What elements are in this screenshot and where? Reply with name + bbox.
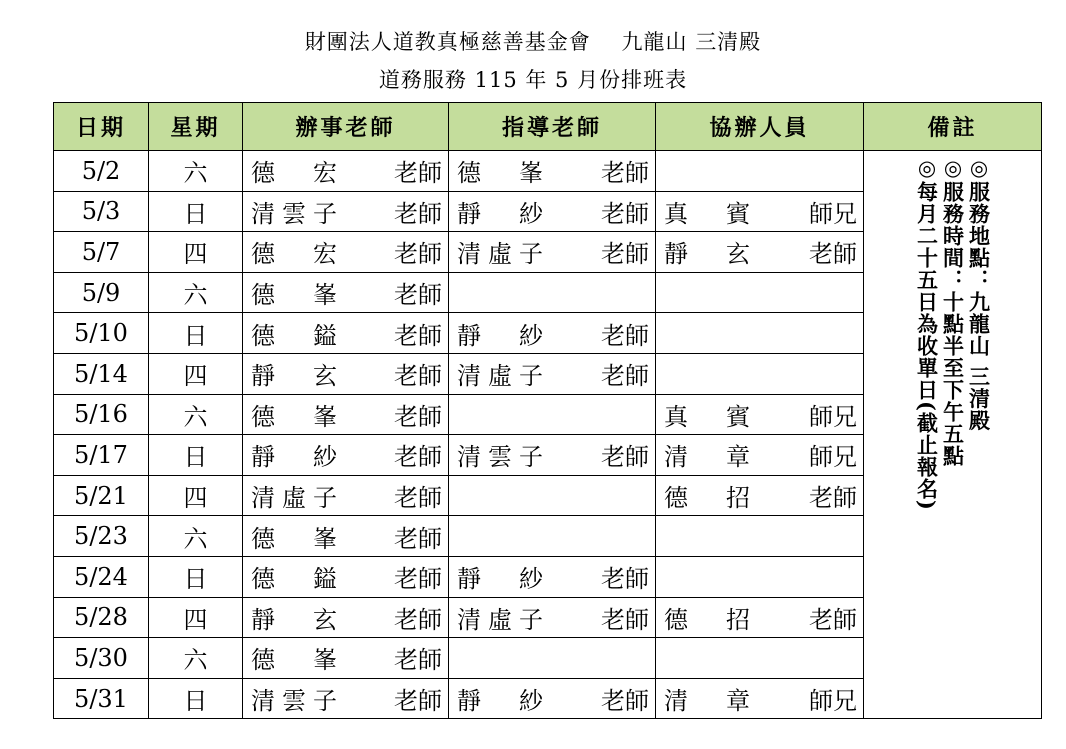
- guide-cell: [449, 638, 656, 679]
- table-body: [54, 151, 1042, 719]
- name-char: 子: [519, 443, 543, 472]
- person-name: [251, 640, 337, 675]
- name-char: 招: [726, 605, 750, 634]
- person-title: 老師: [601, 362, 649, 391]
- weekday-cell: 四: [149, 232, 243, 273]
- name-char: 紗: [313, 443, 337, 472]
- name-char: 清: [457, 240, 481, 269]
- person-title: 老師: [394, 484, 442, 513]
- person-title: 老師: [394, 646, 442, 675]
- name-char: 招: [726, 484, 750, 513]
- name-char: 德: [251, 159, 275, 188]
- weekday-cell: 四: [149, 353, 243, 394]
- schedule-table: [53, 102, 1042, 719]
- person-title: 老師: [809, 240, 857, 269]
- person-name: [457, 356, 543, 391]
- assist-cell: [656, 151, 864, 192]
- note-line: ◎服務地點：九龍山 三清殿: [966, 155, 992, 432]
- table-row: [54, 151, 1042, 192]
- weekday-cell: 六: [149, 638, 243, 679]
- weekday-cell: 日: [149, 191, 243, 232]
- name-char: 清: [251, 687, 275, 716]
- weekday-cell: 日: [149, 313, 243, 354]
- guide-cell: [449, 475, 656, 516]
- assist-cell: [656, 232, 864, 273]
- name-char: 清: [457, 362, 481, 391]
- name-char: 德: [251, 646, 275, 675]
- person-name: [251, 478, 337, 513]
- person-title: 老師: [394, 240, 442, 269]
- name-char: 靜: [251, 443, 275, 472]
- assist-cell: [656, 516, 864, 557]
- person-name: [251, 194, 337, 229]
- date-cell: 5/21: [54, 475, 149, 516]
- weekday-cell: 日: [149, 678, 243, 719]
- host-cell: [243, 151, 449, 192]
- weekday-cell: 六: [149, 394, 243, 435]
- name-char: 紗: [519, 565, 543, 594]
- name-char: 德: [251, 321, 275, 350]
- person-title: 老師: [394, 443, 442, 472]
- date-cell: 5/16: [54, 394, 149, 435]
- name-char: 清: [251, 484, 275, 513]
- name-char: 峯: [313, 646, 337, 675]
- assist-cell: [656, 678, 864, 719]
- person-name: [457, 681, 543, 716]
- assist-cell: [656, 475, 864, 516]
- person-name: [664, 478, 750, 513]
- person-title: 老師: [601, 159, 649, 188]
- name-char: 章: [726, 443, 750, 472]
- name-char: 紗: [519, 687, 543, 716]
- guide-cell: [449, 678, 656, 719]
- host-cell: [243, 435, 449, 476]
- person-title: 老師: [601, 687, 649, 716]
- weekday-cell: 六: [149, 516, 243, 557]
- col-header-guide: 指導老師: [449, 103, 656, 151]
- name-char: 子: [313, 484, 337, 513]
- host-cell: [243, 638, 449, 679]
- assist-cell: [656, 313, 864, 354]
- notes-cell: [864, 151, 1042, 719]
- date-cell: 5/28: [54, 597, 149, 638]
- name-char: 清: [251, 199, 275, 228]
- host-cell: [243, 232, 449, 273]
- name-char: 靜: [251, 362, 275, 391]
- person-name: [251, 559, 337, 594]
- name-char: 峯: [519, 159, 543, 188]
- name-char: 靜: [457, 565, 481, 594]
- assist-cell: [656, 638, 864, 679]
- name-char: 德: [251, 565, 275, 594]
- person-name: [251, 356, 337, 391]
- guide-cell: [449, 597, 656, 638]
- guide-cell: [449, 556, 656, 597]
- name-char: 賓: [726, 402, 750, 431]
- date-cell: 5/2: [54, 151, 149, 192]
- date-cell: 5/23: [54, 516, 149, 557]
- name-char: 峯: [313, 402, 337, 431]
- date-cell: 5/7: [54, 232, 149, 273]
- host-cell: [243, 313, 449, 354]
- host-cell: [243, 556, 449, 597]
- person-title: 老師: [394, 321, 442, 350]
- person-title: 老師: [394, 565, 442, 594]
- name-char: 德: [251, 240, 275, 269]
- person-title: 師兄: [809, 687, 857, 716]
- person-title: 老師: [809, 605, 857, 634]
- person-title: 老師: [601, 199, 649, 228]
- name-char: 虛: [488, 240, 512, 269]
- note-line: ◎服務時間：十點半至下午五點: [940, 155, 966, 467]
- person-name: [251, 316, 337, 351]
- name-char: 雲: [488, 443, 512, 472]
- person-name: [664, 397, 750, 432]
- person-name: [664, 437, 750, 472]
- date-cell: 5/24: [54, 556, 149, 597]
- date-cell: 5/14: [54, 353, 149, 394]
- name-char: 子: [519, 605, 543, 634]
- name-char: 宏: [313, 240, 337, 269]
- person-name: [664, 600, 750, 635]
- name-char: 鎰: [313, 321, 337, 350]
- assist-cell: [656, 191, 864, 232]
- person-title: 老師: [394, 524, 442, 553]
- name-char: 靜: [457, 199, 481, 228]
- host-cell: [243, 678, 449, 719]
- person-title: 老師: [601, 443, 649, 472]
- name-char: 德: [251, 524, 275, 553]
- weekday-cell: 六: [149, 151, 243, 192]
- assist-cell: [656, 272, 864, 313]
- name-char: 虛: [488, 362, 512, 391]
- person-name: [251, 519, 337, 554]
- person-name: [251, 681, 337, 716]
- person-title: 老師: [394, 402, 442, 431]
- person-name: [251, 600, 337, 635]
- person-name: [457, 437, 543, 472]
- col-header-assist: 協辦人員: [656, 103, 864, 151]
- person-title: 老師: [394, 281, 442, 310]
- guide-cell: [449, 232, 656, 273]
- name-char: 峯: [313, 524, 337, 553]
- name-char: 賓: [726, 199, 750, 228]
- weekday-cell: 六: [149, 272, 243, 313]
- assist-cell: [656, 435, 864, 476]
- name-char: 峯: [313, 281, 337, 310]
- person-title: 老師: [394, 362, 442, 391]
- host-cell: [243, 191, 449, 232]
- document-subtitle: 道務服務 115 年 5 月份排班表: [378, 68, 688, 92]
- guide-cell: [449, 353, 656, 394]
- name-char: 雲: [282, 687, 306, 716]
- person-name: [251, 437, 337, 472]
- assist-cell: [656, 394, 864, 435]
- name-char: 德: [664, 484, 688, 513]
- name-char: 子: [313, 687, 337, 716]
- name-char: 鎰: [313, 565, 337, 594]
- guide-cell: [449, 435, 656, 476]
- col-header-date: 日期: [54, 103, 149, 151]
- weekday-cell: 日: [149, 435, 243, 476]
- date-cell: 5/3: [54, 191, 149, 232]
- person-name: [457, 153, 543, 188]
- table-header-row: [54, 103, 1042, 151]
- person-name: [664, 194, 750, 229]
- name-char: 虛: [488, 605, 512, 634]
- name-char: 清: [664, 443, 688, 472]
- person-name: [457, 316, 543, 351]
- name-char: 玄: [726, 240, 750, 269]
- name-char: 雲: [282, 199, 306, 228]
- guide-cell: [449, 394, 656, 435]
- guide-cell: [449, 191, 656, 232]
- person-name: [251, 275, 337, 310]
- guide-cell: [449, 313, 656, 354]
- person-title: 老師: [601, 565, 649, 594]
- name-char: 子: [519, 240, 543, 269]
- name-char: 德: [251, 402, 275, 431]
- person-name: [251, 153, 337, 188]
- name-char: 靜: [457, 687, 481, 716]
- name-char: 德: [457, 159, 481, 188]
- name-char: 宏: [313, 159, 337, 188]
- name-char: 玄: [313, 605, 337, 634]
- name-char: 清: [457, 443, 481, 472]
- host-cell: [243, 597, 449, 638]
- name-char: 子: [313, 199, 337, 228]
- name-char: 靜: [457, 321, 481, 350]
- col-header-host: 辦事老師: [243, 103, 449, 151]
- host-cell: [243, 353, 449, 394]
- person-name: [664, 681, 750, 716]
- person-title: 老師: [601, 321, 649, 350]
- weekday-cell: 四: [149, 475, 243, 516]
- person-title: 老師: [394, 199, 442, 228]
- host-cell: [243, 475, 449, 516]
- name-char: 紗: [519, 199, 543, 228]
- person-title: 老師: [809, 484, 857, 513]
- date-cell: 5/30: [54, 638, 149, 679]
- name-char: 靜: [664, 240, 688, 269]
- name-char: 紗: [519, 321, 543, 350]
- assist-cell: [656, 353, 864, 394]
- name-char: 章: [726, 687, 750, 716]
- person-name: [664, 234, 750, 269]
- person-name: [251, 397, 337, 432]
- person-name: [457, 559, 543, 594]
- name-char: 子: [519, 362, 543, 391]
- person-title: 老師: [394, 159, 442, 188]
- date-cell: 5/17: [54, 435, 149, 476]
- weekday-cell: 日: [149, 556, 243, 597]
- guide-cell: [449, 151, 656, 192]
- person-title: 老師: [601, 605, 649, 634]
- person-title: 師兄: [809, 402, 857, 431]
- guide-cell: [449, 516, 656, 557]
- host-cell: [243, 272, 449, 313]
- name-char: 清: [664, 687, 688, 716]
- document-title: 財團法人道教真極慈善基金會 九龍山 三清殿: [304, 30, 762, 54]
- guide-cell: [449, 272, 656, 313]
- person-title: 老師: [601, 240, 649, 269]
- person-name: [251, 234, 337, 269]
- name-char: 清: [457, 605, 481, 634]
- host-cell: [243, 516, 449, 557]
- note-line: ◎每月二十五日為收單日(截止報名): [914, 155, 940, 511]
- name-char: 德: [251, 281, 275, 310]
- name-char: 玄: [313, 362, 337, 391]
- assist-cell: [656, 556, 864, 597]
- name-char: 真: [664, 199, 688, 228]
- name-char: 德: [664, 605, 688, 634]
- host-cell: [243, 394, 449, 435]
- name-char: 真: [664, 402, 688, 431]
- person-title: 師兄: [809, 199, 857, 228]
- weekday-cell: 四: [149, 597, 243, 638]
- col-header-notes: 備註: [864, 103, 1042, 151]
- name-char: 靜: [251, 605, 275, 634]
- name-char: 虛: [282, 484, 306, 513]
- person-title: 師兄: [809, 443, 857, 472]
- col-header-weekday: 星期: [149, 103, 243, 151]
- person-title: 老師: [394, 687, 442, 716]
- person-name: [457, 600, 543, 635]
- date-cell: 5/10: [54, 313, 149, 354]
- person-title: 老師: [394, 605, 442, 634]
- date-cell: 5/31: [54, 678, 149, 719]
- person-name: [457, 234, 543, 269]
- assist-cell: [656, 597, 864, 638]
- date-cell: 5/9: [54, 272, 149, 313]
- person-name: [457, 194, 543, 229]
